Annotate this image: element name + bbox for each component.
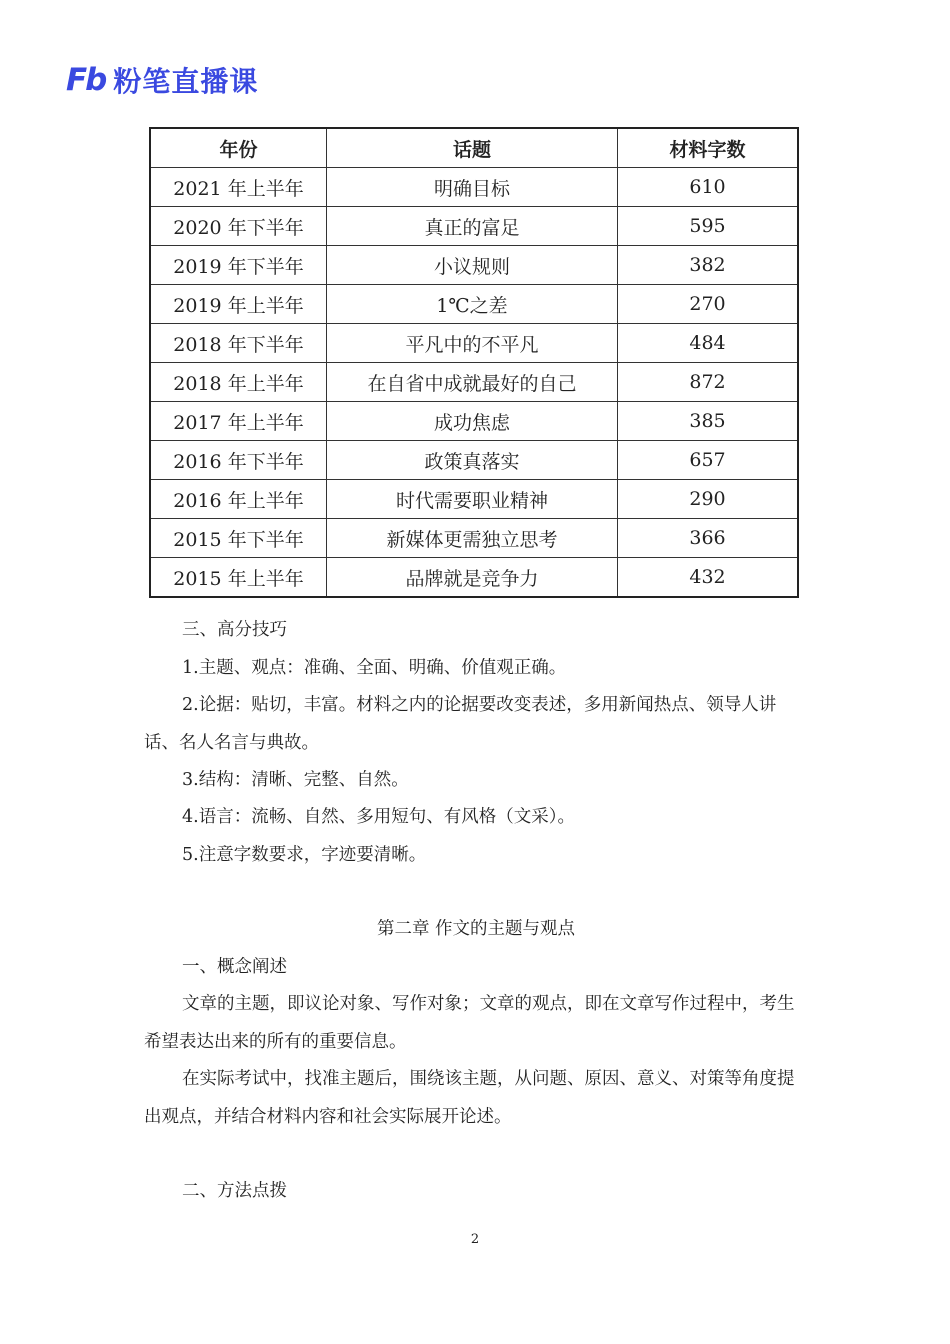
table-header-row [150, 128, 798, 168]
cell-year: 2021 年上半年 [150, 168, 327, 207]
cell-year: 2018 年下半年 [150, 324, 327, 363]
cell-word-count: 382 [618, 246, 798, 285]
cell-year: 2019 年下半年 [150, 246, 327, 285]
brand-name: 粉笔直播课 [113, 65, 259, 98]
cell-word-count: 484 [618, 324, 798, 363]
table-row [150, 363, 798, 402]
cell-year: 2018 年上半年 [150, 363, 327, 402]
cell-topic: 平凡中的不平凡 [327, 324, 618, 363]
cell-year: 2016 年上半年 [150, 480, 327, 519]
brand-logo [66, 60, 258, 100]
table-row [150, 558, 798, 598]
chapter-title: 第二章 作文的主题与观点 [376, 919, 576, 939]
column-header-topic: 话题 [327, 128, 618, 168]
cell-topic: 成功焦虑 [327, 402, 618, 441]
cell-word-count: 290 [618, 480, 798, 519]
tip-item-5: 5.注意字数要求，字迹要清晰。 [182, 845, 427, 865]
table-row [150, 402, 798, 441]
cell-topic: 真正的富足 [327, 207, 618, 246]
cell-word-count: 872 [618, 363, 798, 402]
concept-paragraph-2: 在实际考试中，找准主题后，围绕该主题，从问题、原因、意义、对策等角度提出观点，并结合材料内容和社会实际展开论述。 [144, 1069, 795, 1127]
cell-topic: 政策真落实 [327, 441, 618, 480]
section-heading-tips: 三、高分技巧 [182, 620, 287, 640]
section-heading-method: 二、方法点拨 [182, 1181, 287, 1201]
cell-topic: 1℃之差 [327, 285, 618, 324]
table-row [150, 480, 798, 519]
cell-word-count: 366 [618, 519, 798, 558]
table-row [150, 441, 798, 480]
brand-logo-icon: Fb [66, 62, 106, 98]
table-row [150, 168, 798, 207]
column-header-word-count: 材料字数 [618, 128, 798, 168]
table-row [150, 324, 798, 363]
cell-year: 2019 年上半年 [150, 285, 327, 324]
cell-topic: 明确目标 [327, 168, 618, 207]
cell-topic: 在自省中成就最好的自己 [327, 363, 618, 402]
cell-year: 2020 年下半年 [150, 207, 327, 246]
section-heading-concept: 一、概念阐述 [182, 957, 287, 977]
cell-word-count: 610 [618, 168, 798, 207]
tip-item-2: 2.论据：贴切，丰富。材料之内的论据要改变表述，多用新闻热点、领导人讲话、名人名言与典故。 [144, 695, 777, 753]
essay-topics-table [149, 127, 799, 598]
table-row [150, 519, 798, 558]
table-row [150, 285, 798, 324]
cell-topic: 新媒体更需独立思考 [327, 519, 618, 558]
cell-word-count: 595 [618, 207, 798, 246]
concept-paragraph-1: 文章的主题，即议论对象、写作对象；文章的观点，即在文章写作过程中，考生希望表达出来的所有的重要信息。 [144, 994, 795, 1052]
cell-year: 2016 年下半年 [150, 441, 327, 480]
cell-year: 2015 年上半年 [150, 558, 327, 598]
cell-word-count: 657 [618, 441, 798, 480]
tip-item-4: 4.语言：流畅、自然、多用短句、有风格（文采）。 [182, 807, 575, 827]
cell-word-count: 270 [618, 285, 798, 324]
table-row [150, 207, 798, 246]
tip-item-1: 1.主题、观点：准确、全面、明确、价值观正确。 [182, 658, 567, 678]
cell-year: 2015 年下半年 [150, 519, 327, 558]
page-number: 2 [470, 1232, 480, 1247]
cell-topic: 品牌就是竞争力 [327, 558, 618, 598]
table-row [150, 246, 798, 285]
cell-word-count: 432 [618, 558, 798, 598]
tip-item-3: 3.结构：清晰、完整、自然。 [182, 770, 409, 790]
cell-topic: 时代需要职业精神 [327, 480, 618, 519]
cell-year: 2017 年上半年 [150, 402, 327, 441]
cell-word-count: 385 [618, 402, 798, 441]
column-header-year: 年份 [150, 128, 327, 168]
cell-topic: 小议规则 [327, 246, 618, 285]
